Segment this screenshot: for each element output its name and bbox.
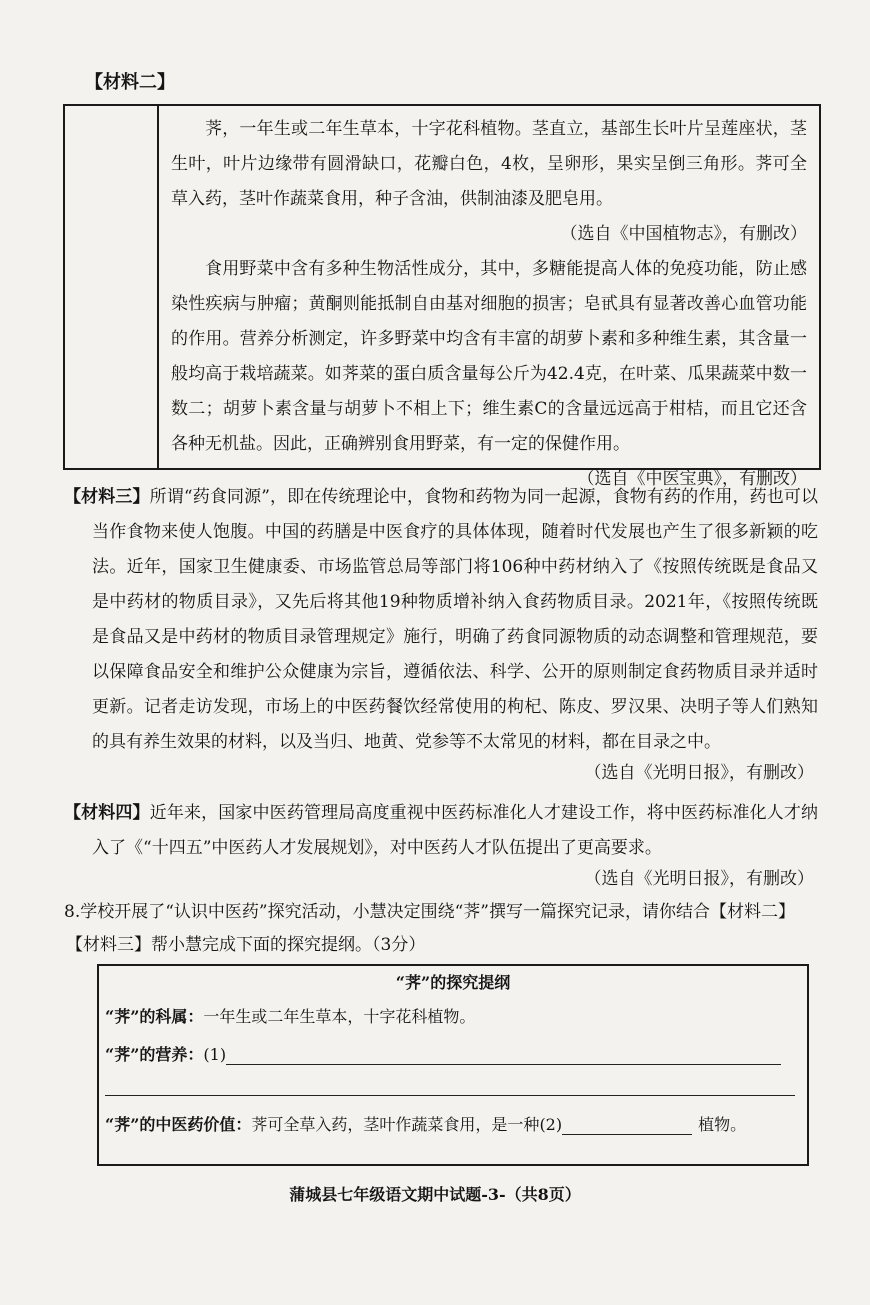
outline-value-row	[105, 1112, 746, 1135]
material3-source: （选自《光明日报》，有删改）	[584, 763, 814, 783]
material3-tag: 【材料三】	[64, 487, 150, 507]
material2-header: 【材料二】	[85, 72, 175, 93]
family-value: 一年生或二年生草本，十字花科植物。	[203, 1007, 476, 1026]
material3-text: 所谓“药食同源”，即在传统理论中，食物和药物为同一起源，食物有药的作用，药也可以当作食物来使人饱腹。中国的药膳是中医食疗的具体体现，随着时代发展也产生了很多新颖的吃法。近年，国家卫生健康委、市场监管总局等部门将106种中药材纳入了《按照传统既是食品又是中药材的物质目录》，又先后将其他19种物质增补纳入食药物质目录。2021年，《按照传统既是食品又是中药材的物质目录管理规定》施行，明确了药食同源物质的动态调整和管理规范，要以保障食品安全和维护公众健康为宗旨，遵循依法、科学、公开的原则制定食药物质目录并适时更新。记者走访发现，市场上的中医药餐饮经常使用的枸杞、陈皮、罗汉果、决明子等人们熟知的具有养生效果的材料，以及当归、地黄、党参等不太常见的材料，都在目录之中。	[92, 487, 818, 752]
answer-blank-2[interactable]	[562, 1115, 692, 1135]
material2-para2: 食用野菜中含有多种生物活性成分，其中，多糖能提高人体的免疫功能，防止感染性疾病与肿瘤；黄酮则能抵制自由基对细胞的损害；皂甙具有显著改善心血管功能的作用。营养分析测定，许多野菜中均含有丰富的胡萝卜素和多种维生素，其含量一般均高于栽培蔬菜。如荠菜的蛋白质含量每公斤为42.4克，在叶菜、瓜果蔬菜中数一数二；胡萝卜素含量与胡萝卜不相上下；维生素C的含量远远高于柑桔，而且它还含各种无机盐。因此，正确辨别食用野菜，有一定的保健作用。	[171, 259, 807, 454]
value-end: 植物。	[698, 1115, 747, 1134]
blank2-label: (2)	[539, 1115, 563, 1134]
inquiry-outline-box	[97, 964, 809, 1166]
question-8: 8.学校开展了“认识中医药”探究活动，小慧决定围绕“荠”撰写一篇探究记录，请你结合【材料二】【材料三】帮小慧完成下面的探究提纲。（3分）	[64, 902, 795, 955]
material2-source2: （选自《中医宝典》，有删改）	[577, 469, 807, 489]
material4-tag: 【材料四】	[64, 803, 150, 823]
answer-blank-1[interactable]	[226, 1045, 781, 1065]
value-label: “荠”的中医药价值：	[105, 1115, 252, 1134]
family-label: “荠”的科属：	[105, 1007, 204, 1026]
material4-text: 近年来，国家中医药管理局高度重视中医药标准化人才建设工作，将中医药标准化人才纳入了《“十四五”中医药人才发展规划》，对中医药人才队伍提出了更高要求。	[92, 803, 819, 858]
material4-source: （选自《光明日报》，有删改）	[584, 869, 814, 889]
value-text: 荠可全草入药，茎叶作蔬菜食用，是一种	[251, 1115, 540, 1134]
material2-para1: 荠，一年生或二年生草本，十字花科植物。茎直立，基部生长叶片呈莲座状，茎生叶，叶片边缘带有圆滑缺口，花瓣白色，4枚，呈卵形，果实呈倒三角形。荠可全草入药，茎叶作蔬菜食用，种子含油，供制油漆及肥皂用。	[171, 119, 807, 209]
answer-blank-1-line2[interactable]	[105, 1094, 795, 1096]
blank1-label: (1)	[203, 1045, 227, 1064]
material4-paragraph	[64, 796, 819, 866]
outline-family-row	[105, 1004, 475, 1027]
outline-nutrition-row	[105, 1042, 781, 1065]
nutrition-label: “荠”的营养：	[105, 1045, 204, 1064]
outline-title: “荠”的探究提纲	[395, 973, 511, 992]
material2-content	[171, 112, 807, 497]
page-footer: 蒲城县七年级语文期中试题-3-（共8页）	[289, 1185, 581, 1204]
material3-paragraph	[64, 480, 818, 760]
material2-source1: （选自《中国植物志》，有删改）	[560, 224, 807, 244]
material2-box	[63, 104, 821, 489]
material2-side-column	[65, 106, 159, 468]
